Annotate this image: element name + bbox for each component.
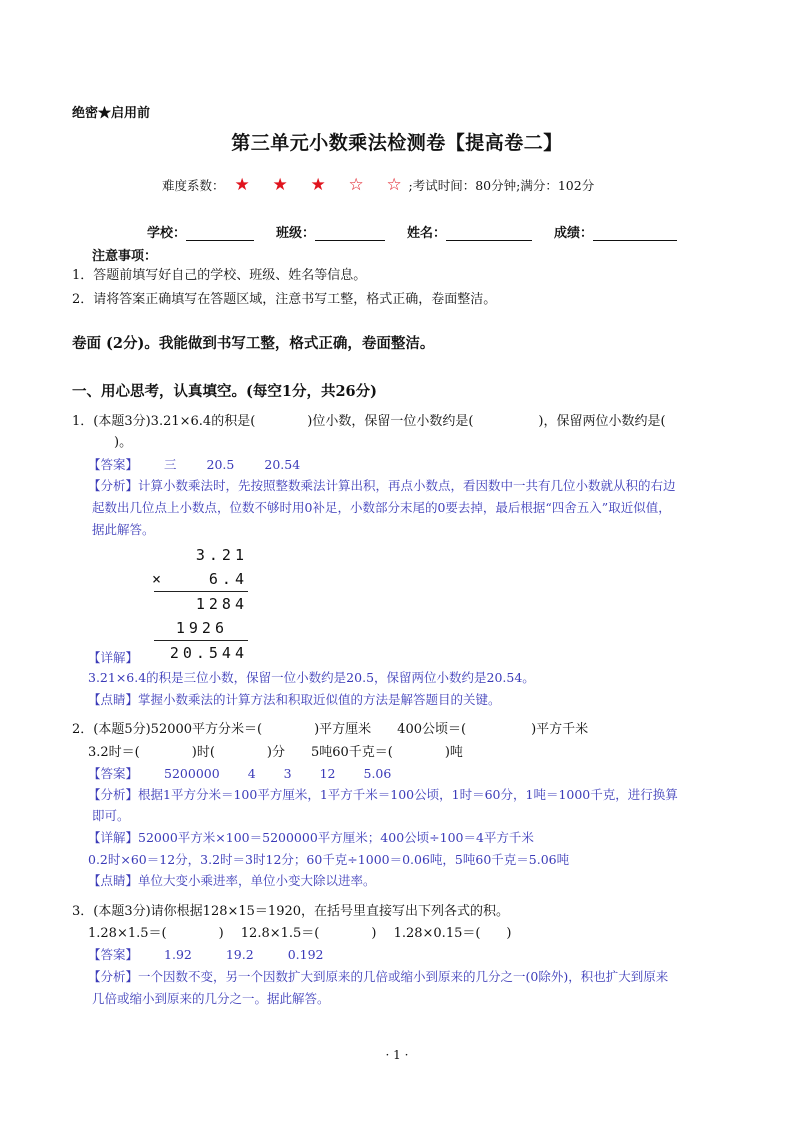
mult-top: 3.21: [195, 546, 248, 564]
times-sign: ×: [152, 570, 162, 588]
mult-partial-1: 1284: [195, 595, 248, 613]
answer-value: 5200000: [164, 766, 220, 781]
difficulty-label: 难度系数：: [162, 178, 225, 193]
answer-value: 5.06: [363, 766, 392, 781]
star-filled-icon: ★: [310, 174, 326, 195]
answer-value: 1.92: [164, 947, 192, 962]
q2-analysis: [88, 785, 678, 803]
name-field[interactable]: [407, 222, 532, 241]
difficulty-row: [162, 176, 594, 194]
comment-text: 掌握小数乘法的计算方法和积取近似值的方法是解答题目的关键。: [138, 692, 501, 707]
neatness-statement: 卷面 (2分)。我能做到书写工整，格式正确，卷面整洁。: [72, 335, 435, 352]
q1-comment: [88, 690, 501, 708]
detail-tag: 【详解】: [88, 830, 139, 845]
answer-tag: 【答案】: [88, 947, 139, 962]
answer-value: 三: [164, 457, 177, 472]
q2-stem: 2．(本题5分)52000平方分米＝( )平方厘米 400公顷＝( )平方千米: [72, 722, 589, 737]
analysis-tag: 【分析】: [88, 478, 139, 493]
name-label: 姓名：: [407, 226, 447, 241]
school-field[interactable]: [147, 222, 254, 241]
q1-stem: 1．(本题3分)3.21×6.4的积是( )位小数，保留一位小数约是( )，保留两位小数约是(: [72, 414, 666, 429]
school-label: 学校：: [147, 226, 187, 241]
answer-value: 20.54: [264, 457, 301, 472]
q3-stem-cont: 1.28×1.5＝( ) 12.8×1.5＝( ) 1.28×0.15＝( ): [88, 926, 512, 941]
q1-analysis: [88, 476, 676, 494]
q3-stem: 3．(本题3分)请你根据128×15＝1920，在括号里直接写出下列各式的积。: [72, 904, 510, 919]
answer-value: 3: [283, 766, 292, 781]
score-blank[interactable]: [593, 227, 677, 241]
notice-item: 1．答题前填写好自己的学校、班级、姓名等信息。: [72, 268, 367, 283]
q2-detail: [88, 828, 534, 846]
confidential-label: 绝密★启用前: [72, 106, 151, 121]
analysis-text: 根据1平方分米＝100平方厘米，1平方千米＝100公顷，1时＝60分，1吨＝1000千克，进行换算: [138, 787, 678, 802]
comment-tag: 【点睛】: [88, 692, 139, 707]
answer-value: 20.5: [206, 457, 235, 472]
class-field[interactable]: [276, 222, 385, 241]
analysis-tag: 【分析】: [88, 969, 139, 984]
star-filled-icon: ★: [234, 174, 250, 195]
name-blank[interactable]: [446, 227, 532, 241]
q2-answer: [88, 764, 391, 782]
q1-analysis-line: 据此解答。: [92, 522, 155, 537]
mult-partial-2: 1926: [175, 619, 228, 637]
notice-item: 2．请将答案正确填写在答题区域，注意书写工整，格式正确，卷面整洁。: [72, 292, 497, 307]
q1-answer: [88, 455, 300, 473]
page-number: · 1 ·: [385, 1048, 409, 1062]
q1-detail: 3.21×6.4的积是三位小数，保留一位小数约是20.5，保留两位小数约是20.54。: [88, 670, 535, 685]
q2-analysis-line: 即可。: [92, 808, 130, 823]
mult-result: 20.544: [169, 644, 248, 662]
exam-info: ;考试时间：80分钟;满分：102分: [408, 178, 595, 193]
q3-answer: [88, 945, 324, 963]
class-blank[interactable]: [315, 227, 385, 241]
q1-detail-tag: 【详解】: [88, 650, 139, 665]
page-title: 第三单元小数乘法检测卷【提高卷二】: [231, 132, 563, 154]
score-field[interactable]: [554, 222, 677, 241]
q1-stem-cont: )。: [88, 435, 133, 450]
q1-analysis-line: 起数出几位点上小数点，位数不够时用0补足，小数部分末尾的0要去掉，最后根据“四舍五入”取近似值，: [92, 500, 671, 515]
star-outline-icon: ☆: [348, 174, 364, 195]
q2-comment: [88, 871, 376, 889]
star-filled-icon: ★: [272, 174, 288, 195]
star-outline-icon: ☆: [386, 174, 402, 195]
q2-detail-line: 0.2时×60＝12分，3.2时＝3时12分；60千克÷1000＝0.06吨，5吨60千克＝5.06吨: [88, 852, 570, 867]
analysis-text: 一个因数不变，另一个因数扩大到原来的几倍或缩小到原来的几分之一(0除外)，积也扩大到原来: [138, 969, 669, 984]
analysis-tag: 【分析】: [88, 787, 139, 802]
vertical-multiplication: [148, 543, 248, 665]
score-label: 成绩：: [554, 226, 594, 241]
school-blank[interactable]: [186, 227, 254, 241]
detail-text: 52000平方米×100＝5200000平方厘米；400公顷÷100＝4平方千米: [138, 830, 534, 845]
answer-value: 19.2: [225, 947, 254, 962]
comment-text: 单位大变小乘进率，单位小变大除以进率。: [138, 873, 376, 888]
answer-value: 12: [319, 766, 336, 781]
section-title: 一、用心思考，认真填空。(每空1分，共26分): [72, 383, 377, 400]
answer-tag: 【答案】: [88, 766, 139, 781]
answer-tag: 【答案】: [88, 457, 139, 472]
mult-bottom-row: [148, 567, 248, 591]
q3-analysis-line: 几倍或缩小到原来的几分之一。据此解答。: [92, 991, 330, 1006]
analysis-text: 计算小数乘法时，先按照整数乘法计算出积，再点小数点，看因数中一共有几位小数就从积的右边: [138, 478, 676, 493]
q3-analysis: [88, 967, 668, 985]
class-label: 班级：: [276, 226, 316, 241]
answer-value: 4: [247, 766, 256, 781]
mult-bottom: 6.4: [208, 570, 248, 588]
q2-stem-cont: 3.2时＝( )时( )分 5吨60千克＝( )吨: [88, 745, 463, 760]
notice-title: 注意事项：: [92, 249, 158, 264]
student-info-fields: [147, 222, 699, 241]
comment-tag: 【点睛】: [88, 873, 139, 888]
answer-value: 0.192: [287, 947, 324, 962]
